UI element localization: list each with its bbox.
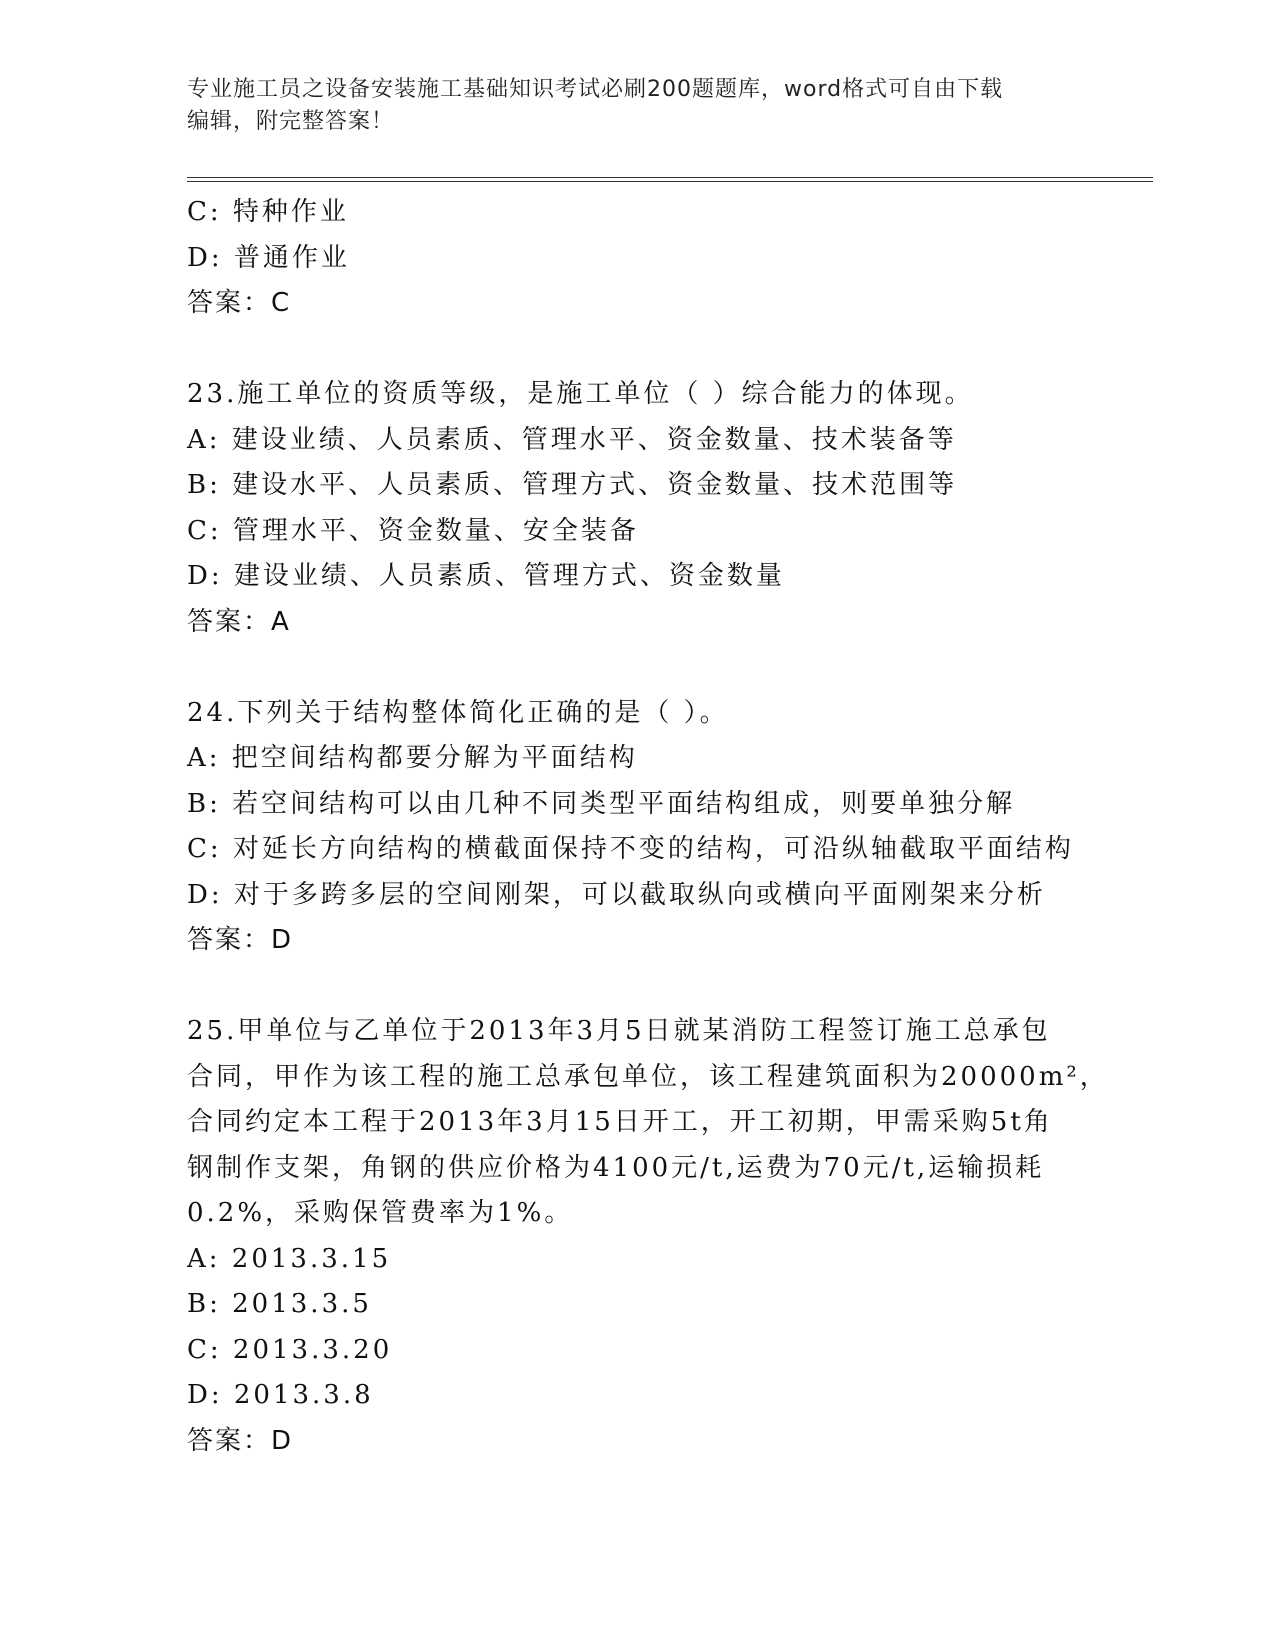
option-c: C: 特种作业 [187, 197, 349, 227]
header-line-2: 编辑，附完整答案！ [187, 109, 395, 134]
option-a: A: 2013.3.15 [187, 1243, 392, 1274]
header-line-1: 专业施工员之设备安装施工基础知识考试必刷200题题库，word格式可自由下载 [187, 77, 1004, 102]
question-text-line: 合同，甲作为该工程的施工总承包单位，该工程建筑面积为20000m²， [187, 1061, 1109, 1092]
option-a: A: 建设业绩、人员素质、管理水平、资金数量、技术装备等 [187, 424, 957, 455]
option-d: D: 2013.3.8 [187, 1380, 374, 1410]
header-divider [187, 177, 1153, 182]
option-c: C: 管理水平、资金数量、安全装备 [187, 515, 639, 546]
option-d: D: 普通作业 [187, 242, 350, 273]
option-c: C: 2013.3.20 [187, 1334, 393, 1365]
option-d: D: 对于多跨多层的空间刚架，可以截取纵向或横向平面刚架来分析 [187, 879, 1046, 910]
question-text-line: 25.甲单位与乙单位于2013年3月5日就某消防工程签订施工总承包 [187, 1016, 1051, 1046]
question-text-line: 0.2%，采购保管费率为1%。 [187, 1198, 574, 1228]
question-text: 24.下列关于结构整体简化正确的是（ ）。 [187, 697, 729, 728]
spacer [187, 964, 1087, 1010]
question-25 [187, 1009, 1109, 1464]
option-b: B: 2013.3.5 [187, 1289, 372, 1319]
document-header [187, 74, 1067, 138]
spacer [187, 327, 1087, 373]
option-b: B: 若空间结构可以由几种不同类型平面结构组成，则要单独分解 [187, 788, 1016, 819]
option-d: D: 建设业绩、人员素质、管理方式、资金数量 [187, 561, 785, 591]
question-24 [187, 691, 1087, 964]
option-b: B: 建设水平、人员素质、管理方式、资金数量、技术范围等 [187, 470, 958, 500]
answer-label: 答案：C [187, 288, 292, 318]
question-text-line: 合同约定本工程于2013年3月15日开工，开工初期，甲需采购5t角 [187, 1107, 1053, 1137]
option-a: A: 把空间结构都要分解为平面结构 [187, 743, 638, 773]
answer-label: 答案：A [187, 606, 291, 637]
question-text: 23.施工单位的资质等级，是施工单位（ ）综合能力的体现。 [187, 379, 974, 409]
question-23 [187, 372, 1087, 645]
question-22-tail [187, 190, 1087, 327]
option-c: C: 对延长方向结构的横截面保持不变的结构，可沿纵轴截取平面结构 [187, 834, 1074, 864]
spacer [187, 645, 1087, 691]
answer-label: 答案：D [187, 1425, 294, 1456]
question-list [187, 190, 1109, 1464]
answer-label: 答案：D [187, 925, 294, 955]
question-text-line: 钢制作支架，角钢的供应价格为4100元/t,运费为70元/t,运输损耗 [187, 1152, 1045, 1183]
